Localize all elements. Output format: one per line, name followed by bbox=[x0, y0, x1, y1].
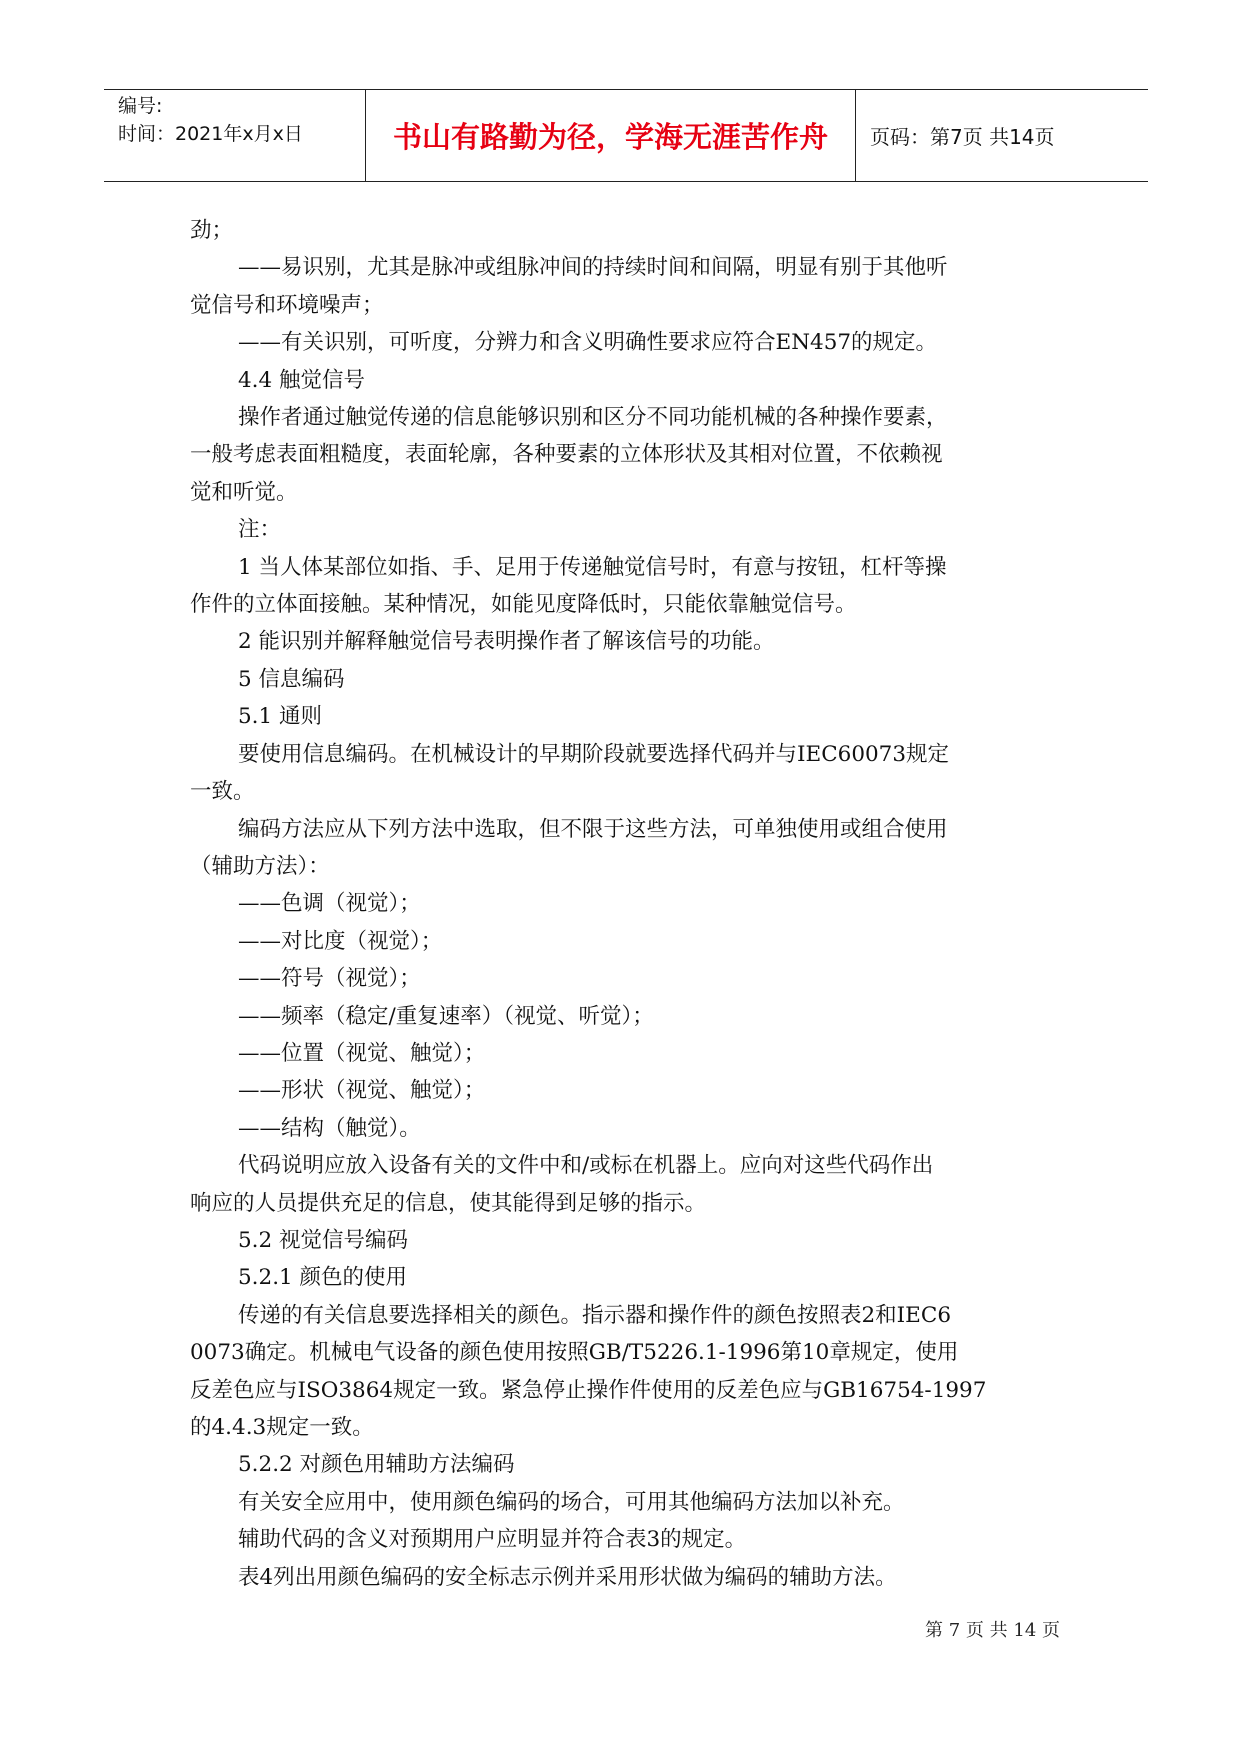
time-label: 时间：2021年x月x日 bbox=[118, 123, 303, 145]
text-line: ——符号（视觉）； bbox=[238, 966, 421, 992]
text-line: 1 当人体某部位如指、手、足用于传递触觉信号时，有意与按钮，杠杆等操 bbox=[238, 554, 947, 580]
text-line: ——形状（视觉、触觉）； bbox=[238, 1078, 486, 1104]
text-line: 的4.4.3规定一致。 bbox=[190, 1415, 374, 1440]
header-meta bbox=[104, 90, 366, 181]
text-line: 5.2.1 颜色的使用 bbox=[238, 1265, 408, 1291]
page-header bbox=[104, 89, 1148, 182]
text-line: ——色调（视觉）； bbox=[238, 891, 421, 917]
text-line: 一致。 bbox=[190, 779, 255, 805]
text-line: ——结构（触觉）。 bbox=[238, 1115, 421, 1141]
text-line: 表4列出用颜色编码的安全标志示例并采用形状做为编码的辅助方法。 bbox=[238, 1564, 897, 1590]
text-line: 要使用信息编码。在机械设计的早期阶段就要选择代码并与IEC60073规定 bbox=[238, 741, 950, 767]
text-line: 作件的立体面接触。某种情况，如能见度降低时，只能依靠触觉信号。 bbox=[190, 592, 857, 618]
text-line: 代码说明应放入设备有关的文件中和/或标在机器上。应向对这些代码作出 bbox=[238, 1153, 934, 1179]
text-line: 5.2.2 对颜色用辅助方法编码 bbox=[238, 1452, 515, 1478]
text-line: 辅助代码的含义对预期用户应明显并符合表3的规定。 bbox=[238, 1527, 747, 1553]
text-line: 反差色应与ISO3864规定一致。紧急停止操作件使用的反差色应与GB16754-1997 bbox=[190, 1377, 987, 1403]
text-line: 2 能识别并解释触觉信号表明操作者了解该信号的功能。 bbox=[238, 629, 775, 655]
text-line: 4.4 触觉信号 bbox=[238, 367, 366, 393]
text-line: 有关安全应用中，使用颜色编码的场合，可用其他编码方法加以补充。 bbox=[238, 1489, 905, 1515]
text-line: 觉和听觉。 bbox=[190, 479, 298, 505]
header-motto: 书山有路勤为径，学海无涯苦作舟 bbox=[366, 90, 856, 181]
text-line: 劲； bbox=[190, 218, 234, 243]
text-line: 注： bbox=[238, 517, 282, 543]
text-line: ——对比度（视觉）； bbox=[238, 928, 443, 954]
text-line: 觉信号和环境噪声； bbox=[190, 292, 384, 318]
text-line: 操作者通过触觉传递的信息能够识别和区分不同功能机械的各种操作要素， bbox=[238, 405, 948, 431]
text-line: 一般考虑表面粗糙度，表面轮廓，各种要素的立体形状及其相对位置，不依赖视 bbox=[190, 442, 943, 468]
text-line: 5.2 视觉信号编码 bbox=[238, 1227, 409, 1253]
text-line: 编码方法应从下列方法中选取，但不限于这些方法，可单独使用或组合使用 bbox=[238, 816, 948, 842]
page-footer: 第 7 页 共 14 页 bbox=[925, 1620, 1060, 1641]
text-line: ——易识别，尤其是脉冲或组脉冲间的持续时间和间隔，明显有别于其他听 bbox=[238, 255, 948, 281]
number-label: 编号: bbox=[118, 95, 163, 117]
text-line: 5.1 通则 bbox=[238, 704, 323, 730]
header-page-info: 页码：第7页 共14页 bbox=[870, 125, 1055, 149]
text-line: ——频率（稳定/重复速率）（视觉、听觉）； bbox=[238, 1003, 654, 1029]
text-line: 5 信息编码 bbox=[238, 666, 345, 692]
text-line: 响应的人员提供充足的信息，使其能得到足够的指示。 bbox=[190, 1190, 707, 1216]
text-line: ——位置（视觉、触觉）； bbox=[238, 1040, 486, 1066]
text-line: 0073确定。机械电气设备的颜色使用按照GB/T5226.1-1996第10章规定，使用 bbox=[190, 1340, 959, 1366]
document-body bbox=[190, 212, 1060, 1596]
text-line: 传递的有关信息要选择相关的颜色。指示器和操作件的颜色按照表2和IEC6 bbox=[238, 1302, 951, 1328]
text-line: （辅助方法）： bbox=[190, 853, 330, 879]
text-line: ——有关识别，可听度，分辨力和含义明确性要求应符合EN457的规定。 bbox=[238, 330, 938, 356]
